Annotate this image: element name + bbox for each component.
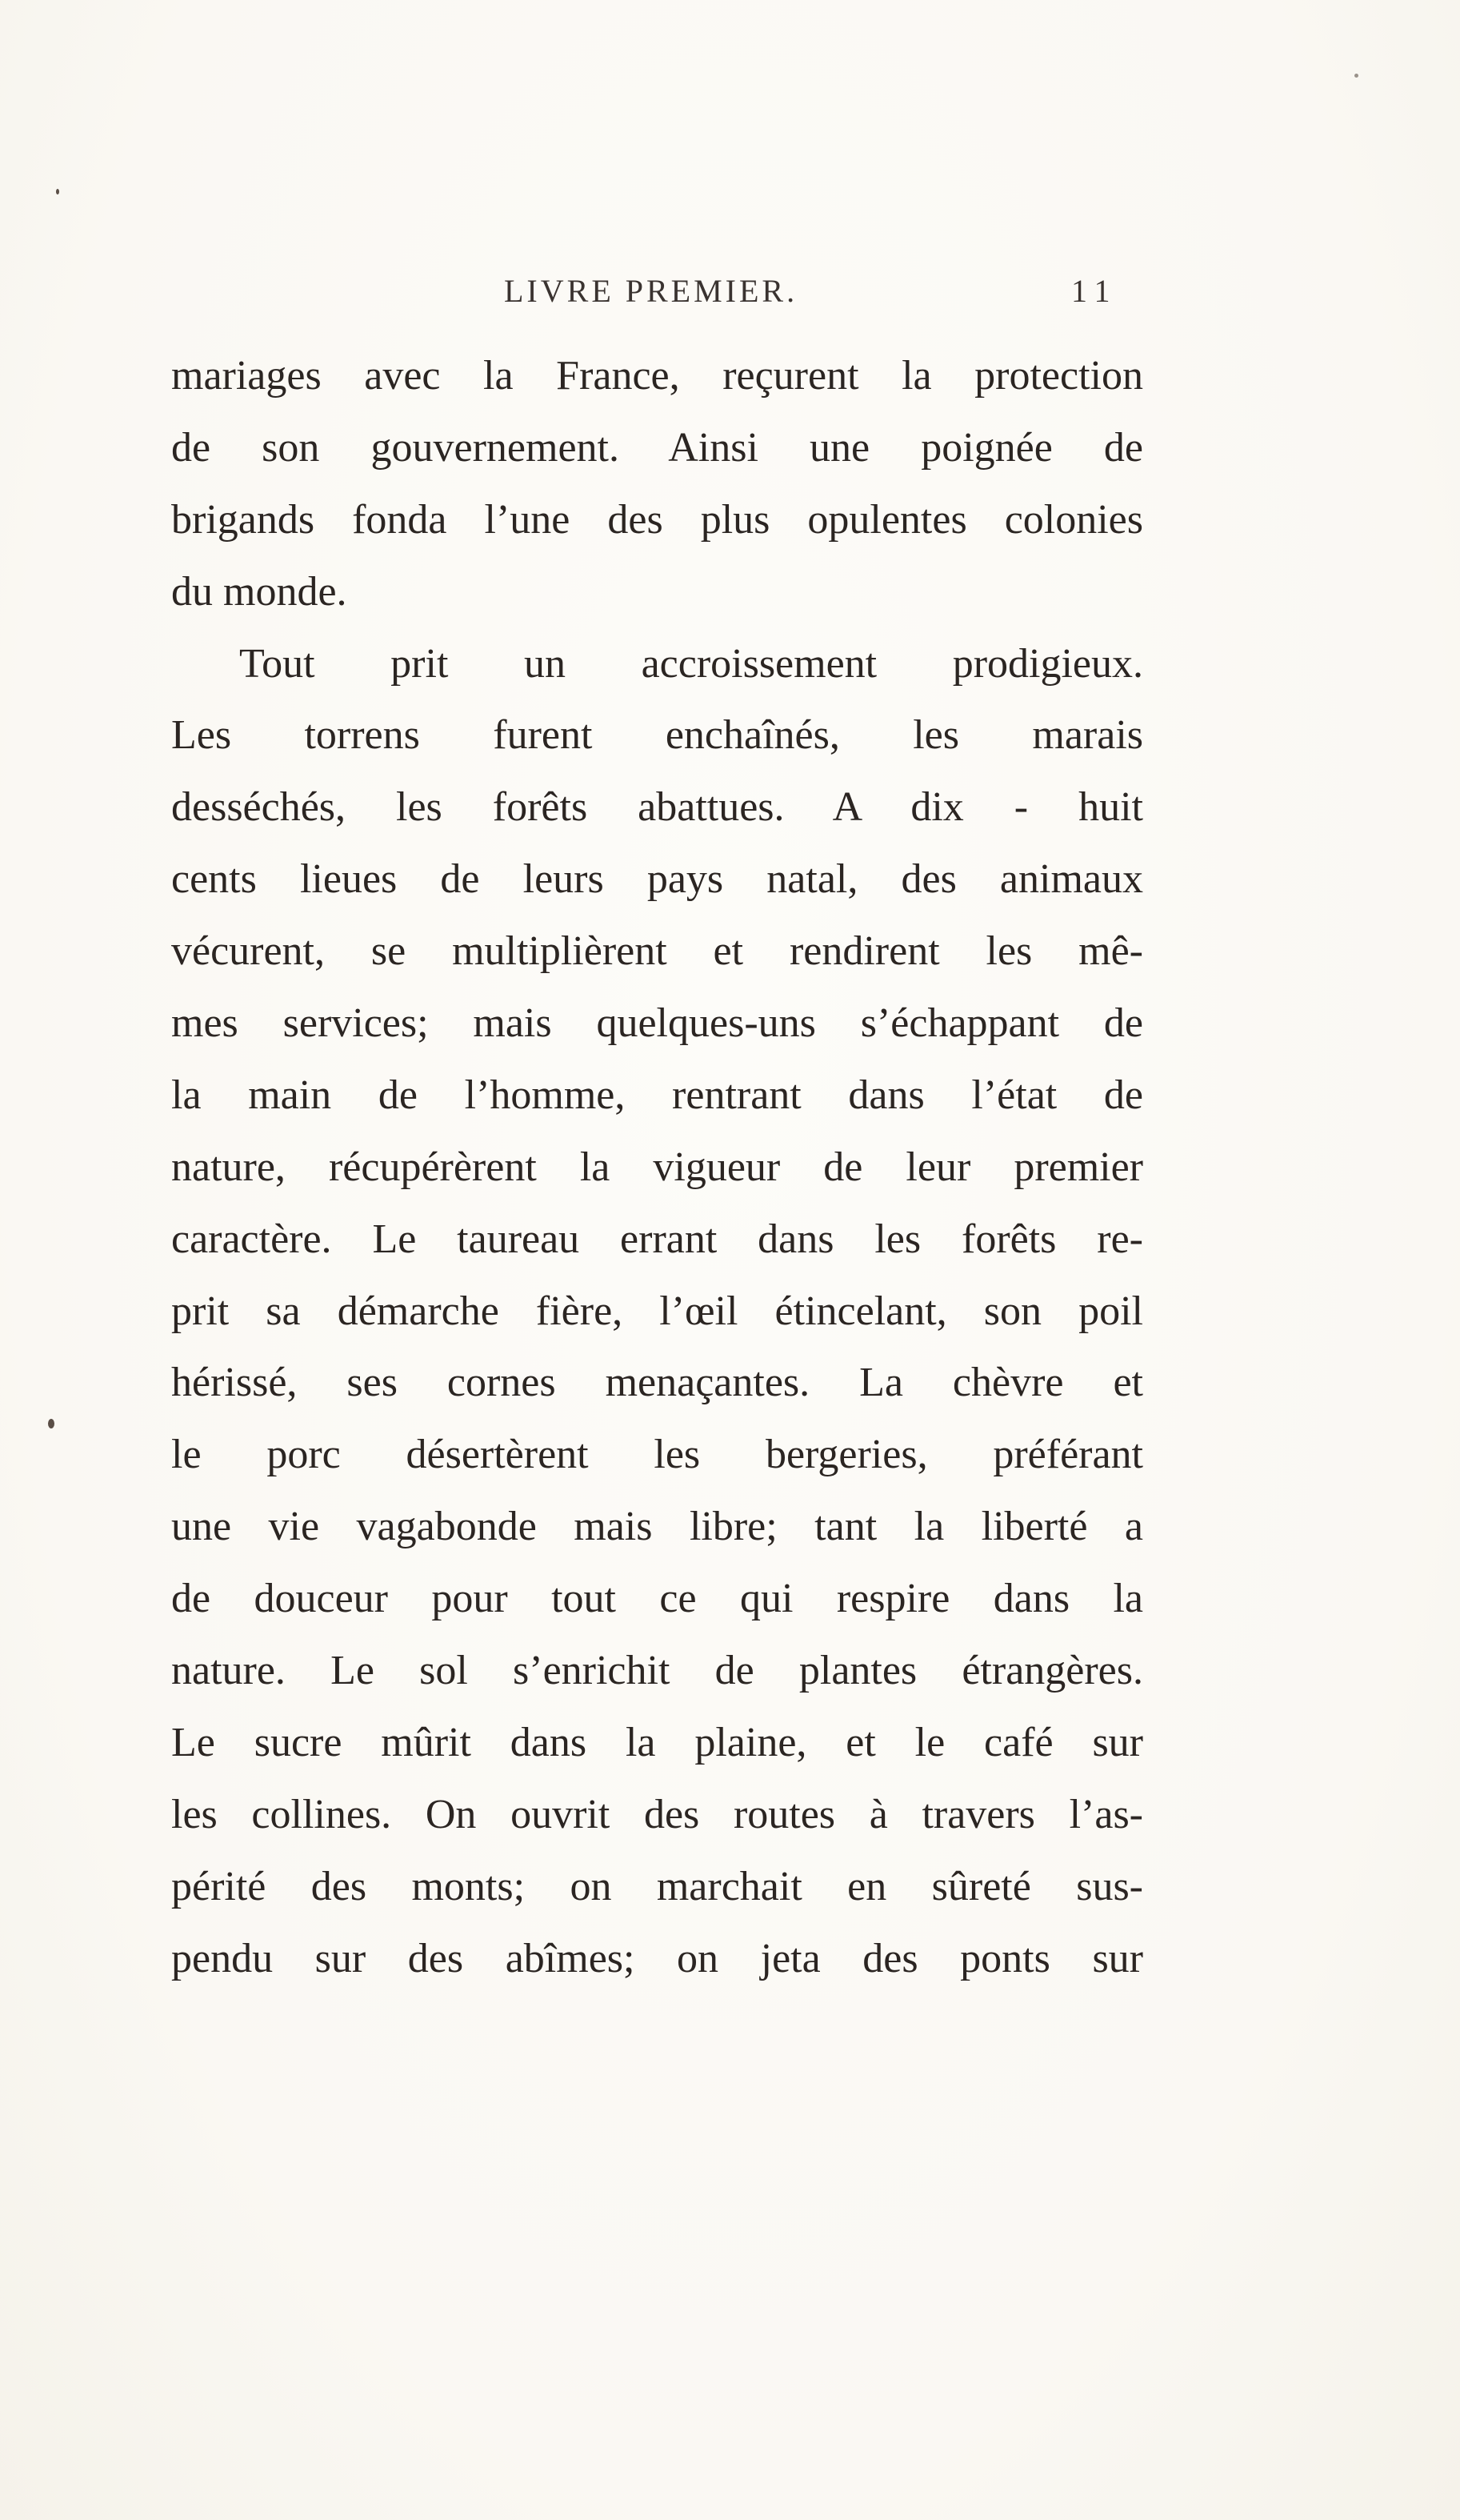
text-line: vécurent, se multiplièrent et rendirent les mê-	[171, 928, 1143, 975]
text-line: pendu sur des abîmes; on jeta des ponts sur	[171, 1935, 1143, 1981]
text-line: nature, récupérèrent la vigueur de leur premier	[171, 1144, 1143, 1190]
paper-speck	[56, 189, 59, 194]
text-line: prit sa démarche fière, l’œil étincelant, son poil	[171, 1288, 1143, 1334]
text-line: le porc désertèrent les bergeries, préférant	[171, 1432, 1143, 1478]
text-line: nature. Le sol s’enrichit de plantes étrangères.	[171, 1648, 1143, 1694]
running-head	[171, 272, 1131, 320]
paper-speck	[1354, 74, 1358, 78]
text-line: mariages avec la France, reçurent la protection	[171, 353, 1143, 399]
text-line: du monde.	[171, 568, 347, 615]
text-line: de son gouvernement. Ainsi une poignée de	[171, 424, 1143, 471]
text-line: les collines. On ouvrit des routes à travers l’as-	[171, 1791, 1143, 1837]
text-line: desséchés, les forêts abattues. A dix - huit	[171, 784, 1143, 831]
text-line: cents lieues de leurs pays natal, des animaux	[171, 856, 1143, 903]
text-line: Les torrens furent enchaînés, les marais	[171, 712, 1143, 759]
text-line: périté des monts; on marchait en sûreté sus-	[171, 1863, 1143, 1909]
body-text	[171, 340, 1143, 1994]
running-title: LIVRE PREMIER.	[504, 273, 798, 309]
text-line: de douceur pour tout ce qui respire dans la	[171, 1576, 1143, 1622]
paragraph-first-line: Tout prit un accroissement prodigieux.	[239, 640, 1143, 687]
text-line: brigands fonda l’une des plus opulentes colonies	[171, 496, 1143, 543]
text-line: hérissé, ses cornes menaçantes. La chèvre et	[171, 1360, 1143, 1406]
page-number: 11	[1071, 273, 1118, 309]
paper-speck	[48, 1419, 54, 1428]
text-line: une vie vagabonde mais libre; tant la liberté a	[171, 1504, 1143, 1550]
text-line: Le sucre mûrit dans la plaine, et le café sur	[171, 1719, 1143, 1765]
text-line: mes services; mais quelques-uns s’échappant de	[171, 1000, 1143, 1047]
text-line: caractère. Le taureau errant dans les forêts re-	[171, 1216, 1143, 1262]
text-line: la main de l’homme, rentrant dans l’état de	[171, 1072, 1143, 1118]
